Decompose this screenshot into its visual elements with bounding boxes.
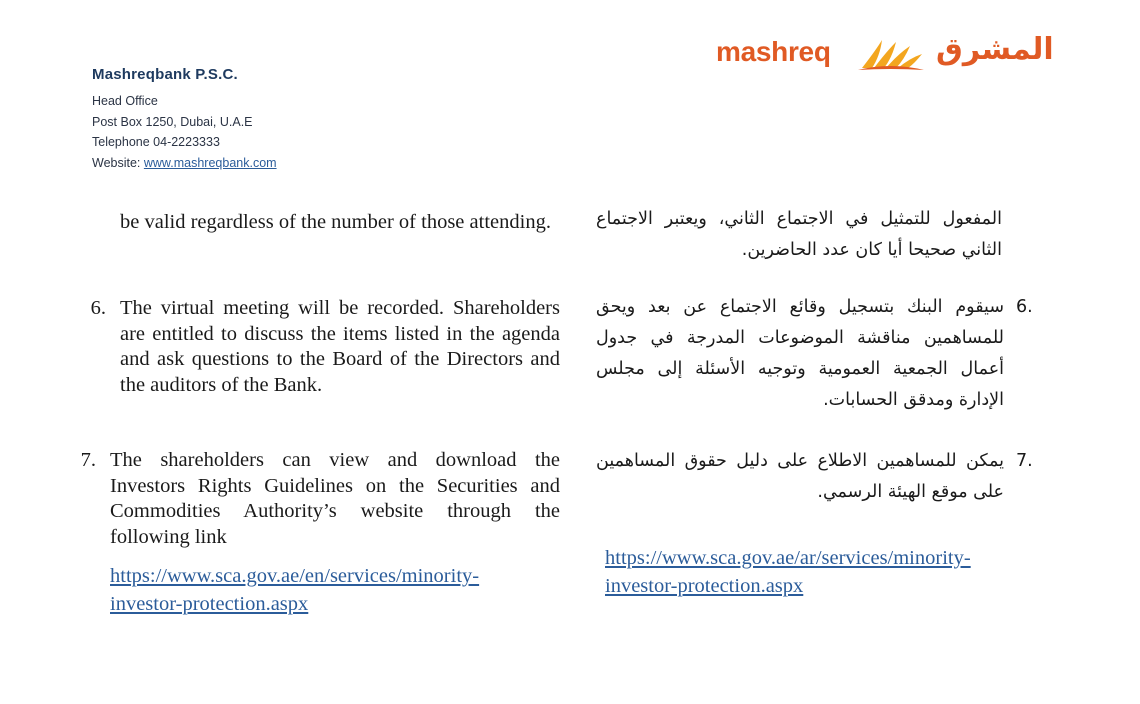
link-line-1[interactable]: https://www.sca.gov.ae/en/services/minority- (110, 565, 480, 587)
mashreq-logo (716, 32, 1086, 76)
item-number: 7. (80, 449, 96, 471)
item-number: 7. (1016, 451, 1033, 471)
item-number: 6. (90, 297, 106, 319)
item-text: سيقوم البنك بتسجيل وقائع الاجتماع عن بعد ويحق للمساهمين مناقشة الموضوعات المدرجة في جدول أعمال الجمعية العمومية وتوجيه الأسئلة إلى مجلس الإدارة ومدقق الحسابات. (596, 297, 1004, 410)
postal-address: Post Box 1250, Dubai, U.A.E (92, 114, 253, 129)
logo-text-en: mashreq (716, 36, 831, 67)
item-text: The virtual meeting will be recorded. Shareholders are entitled to discuss the items listed in the agenda and ask questions to the Board of the Directors and the auditors of the Bank. (120, 297, 560, 396)
company-name: Mashreqbank P.S.C. (92, 66, 238, 83)
sca-link-ar[interactable] (605, 544, 971, 600)
website-link[interactable]: www.mashreqbank.com (143, 155, 277, 170)
sunburst-logo-icon (856, 38, 926, 72)
continuation-text-en: be valid regardless of the number of those attending. (120, 211, 551, 233)
letterhead (92, 66, 277, 173)
item-number: 6. (1016, 297, 1033, 317)
telephone: Telephone 04-2223333 (92, 135, 220, 149)
link-line-2[interactable]: investor-protection.aspx (605, 575, 804, 597)
link-line-1[interactable]: https://www.sca.gov.ae/ar/services/minority- (605, 547, 971, 569)
website-label: Website: (92, 155, 144, 170)
logo-text-ar: المشرق (936, 32, 1054, 67)
website-line (92, 153, 277, 174)
continuation-text-ar: المفعول للتمثيل في الاجتماع الثاني، ويعتبر الاجتماع الثاني صحيحا أيا كان عدد الحاضرين. (596, 209, 1002, 260)
head-office: Head Office (92, 94, 158, 108)
sca-link-en[interactable] (110, 562, 479, 618)
item-text: The shareholders can view and download the Investors Rights Guidelines on the Securities and Commodities Authority’s website through the following link (110, 449, 560, 548)
link-line-2[interactable]: investor-protection.aspx (110, 593, 309, 615)
item-text: يمكن للمساهمين الاطلاع على دليل حقوق المساهمين على موقع الهيئة الرسمي. (596, 451, 1004, 502)
